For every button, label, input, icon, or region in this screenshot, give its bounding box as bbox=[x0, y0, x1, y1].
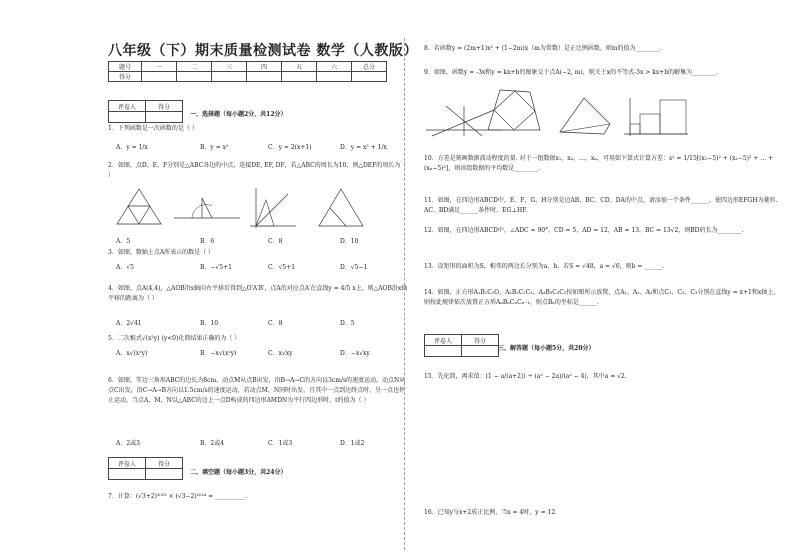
grader-box bbox=[424, 334, 499, 357]
score-cell bbox=[352, 72, 387, 82]
question-11: 11．如图，在四边形ABCD中，E、F、G、H分别是边AB、BC、CD、DA的中点，请添加一个条件______，使四边形EFGH为菱形. AC、BD满足______条件时，EG⊥HF. bbox=[424, 197, 778, 214]
question-10: 10．方差是刻画数据波动程度的量. 对于一组数据x₁，x₂，…，xₙ，可用如下算式计算方差：s² = 1/15[(x₁−5)² + (x₂−5)² + … + (xₙ−5)²]，则该组数据的平均数是________. bbox=[424, 155, 774, 172]
column-divider bbox=[404, 38, 405, 550]
option: A．2或3 bbox=[116, 440, 140, 447]
score-value-row bbox=[109, 72, 387, 82]
score-cell: 题号 bbox=[109, 62, 142, 72]
score-cell: 总分 bbox=[352, 62, 387, 72]
question-3: 3．如图，数轴上点A所表示的数是（ ） bbox=[108, 249, 215, 256]
question-1: 1．下列函数是一次函数的是（ ） bbox=[108, 125, 198, 132]
question-2: 2．如图，点D、E、F分别是△ABC各边的中点，连接DE, EF, DF，若△ABC的周长为10，则△DEF的周长为（ ） bbox=[108, 162, 407, 179]
question-5: 5．二次根式√(x²y) (y<0)化简结果正确的为（ ） bbox=[108, 335, 241, 342]
grader-cell bbox=[146, 469, 183, 480]
score-cell: 五 bbox=[282, 62, 317, 72]
option: C．√5+1 bbox=[268, 264, 296, 271]
question-8: 8．若函数y = (2m+1)x² + (1−2m)x（m为常数）是正比例函数，则m的值为________. bbox=[424, 45, 662, 52]
score-header-row bbox=[109, 62, 387, 72]
question-6: 6．如图，等边三角形ABC的边长为8cm，动点M从点B出发，沿B→A→C的方向以3cm/s的速度运动，动点N从点C出发，沿C→A→B方向以1.5cm/s的速度运动，若动点M、N同时出发，且其中一点到达终点时，另一点也停止运动，当点A，M，N以△ABC的边上一点D构成的四边形AMDN为平行四边形时，t的值为（ ） bbox=[108, 377, 406, 404]
option: B．−x√(x²y) bbox=[200, 350, 237, 357]
score-table bbox=[108, 61, 387, 82]
quadrilateral-abcd-figure bbox=[554, 94, 614, 136]
option: D．y = x² + 1/x bbox=[340, 144, 387, 151]
grader-box bbox=[108, 100, 183, 123]
option: C．8 bbox=[268, 320, 283, 327]
score-cell bbox=[247, 72, 282, 82]
option: A．x√(x²y) bbox=[116, 350, 148, 357]
option: B．−√5+1 bbox=[200, 264, 232, 271]
grader-cell bbox=[462, 346, 499, 357]
section-heading: 一、选择题（每小题2分，共12分） bbox=[190, 111, 287, 118]
squares-figure bbox=[620, 96, 690, 138]
question-14: 14．如图，正方形A₁B₁C₁O、A₂B₂C₂C₁、A₃B₃C₃C₂按如图所示放置，点A₁、A₂、A₃和点C₁、C₂、C₃分别在直线y = x+1和x轴上，则按此规律依次放置正方形AₙBₙCₙCₙ₋₁，则点Bₙ的坐标是______. bbox=[424, 289, 780, 306]
option: B．2或4 bbox=[200, 440, 225, 447]
question-16: 16．已知y与x+2成正比例，当x = 4时，y = 12. bbox=[424, 509, 558, 516]
option: B．6 bbox=[200, 238, 215, 245]
grader-cell bbox=[109, 112, 146, 123]
equilateral-triangle-figure bbox=[316, 186, 366, 230]
question-4: 4．如图，点A(4,4)，△AOB沿x轴向右平移后得到△O′A′B′，点A的对应点A′在直线y = 4/5 x上，则△AOB沿x轴平移的距离为（ ） bbox=[108, 285, 408, 302]
option: D．10 bbox=[340, 238, 359, 245]
question-15: 15．先化简，再求值：(1 − a/(a+2)) ÷ (a² − 2a)/(a² − 4)，其中a = √2. bbox=[424, 373, 627, 380]
score-cell bbox=[282, 72, 317, 82]
quadrilateral-figure bbox=[484, 86, 544, 136]
grader-score-label: 得分 bbox=[146, 101, 183, 112]
grader-cell bbox=[425, 346, 462, 357]
score-cell bbox=[177, 72, 212, 82]
grader-label: 评卷人 bbox=[109, 101, 146, 112]
section-heading: 二、填空题（每小题3分，共24分） bbox=[190, 469, 287, 476]
option: A．y = 1/x bbox=[116, 144, 148, 151]
score-cell: 二 bbox=[177, 62, 212, 72]
number-line-figure bbox=[172, 190, 242, 226]
page-title: 八年级（下）期末质量检测试卷 数学（人教版） bbox=[108, 43, 418, 59]
grader-label: 评卷人 bbox=[425, 335, 462, 346]
option: D．−x√xy bbox=[340, 350, 370, 357]
score-cell: 一 bbox=[142, 62, 177, 72]
score-cell: 得分 bbox=[109, 72, 142, 82]
score-cell bbox=[317, 72, 352, 82]
grader-cell bbox=[146, 112, 183, 123]
option: D．1或2 bbox=[340, 440, 365, 447]
coordinate-figure bbox=[244, 186, 298, 230]
grader-cell bbox=[109, 469, 146, 480]
grader-label: 评卷人 bbox=[109, 458, 146, 469]
score-cell: 三 bbox=[212, 62, 247, 72]
section-heading: 三、解答题（每小题5分，共20分） bbox=[498, 345, 595, 352]
triangle-figure bbox=[114, 186, 164, 228]
option: A．2√41 bbox=[116, 320, 142, 327]
option: C．x√xy bbox=[268, 350, 293, 357]
grader-score-label: 得分 bbox=[462, 335, 499, 346]
score-cell bbox=[142, 72, 177, 82]
option: C．1或3 bbox=[268, 440, 293, 447]
option: A．5 bbox=[116, 238, 131, 245]
grader-score-label: 得分 bbox=[146, 458, 183, 469]
question-7: 7．计算：(√3+2)²⁰²³ × (√3−2)²⁰²⁴ = __________. bbox=[108, 493, 247, 500]
option: D．5 bbox=[340, 320, 355, 327]
option: A．√5 bbox=[116, 264, 134, 271]
score-cell bbox=[212, 72, 247, 82]
grader-box bbox=[108, 457, 183, 480]
question-13: 13．设矩形的面积为S，相邻的两边长分别为a、b，若S = √48，a = √6，则b = ______. bbox=[424, 263, 665, 270]
score-cell: 六 bbox=[317, 62, 352, 72]
option: D．√5−1 bbox=[340, 264, 368, 271]
option: B．y = x² bbox=[200, 144, 229, 151]
score-cell: 四 bbox=[247, 62, 282, 72]
option: B．10 bbox=[200, 320, 219, 327]
option: C．y = 2(x+1) bbox=[268, 144, 312, 151]
question-12: 12．如图，在四边形ABCD中，∠ADC = 90°，CD = 5，AD = 12，AB = 13，BC = 13√2，则BD的长为________. bbox=[424, 227, 744, 234]
question-9: 9．如图，函数y = -3x和y = kx+b的图象交于点A(−2, m)，则关于x的不等式-3x > kx+b的解集为________. bbox=[424, 69, 719, 76]
option: C．8 bbox=[268, 238, 283, 245]
